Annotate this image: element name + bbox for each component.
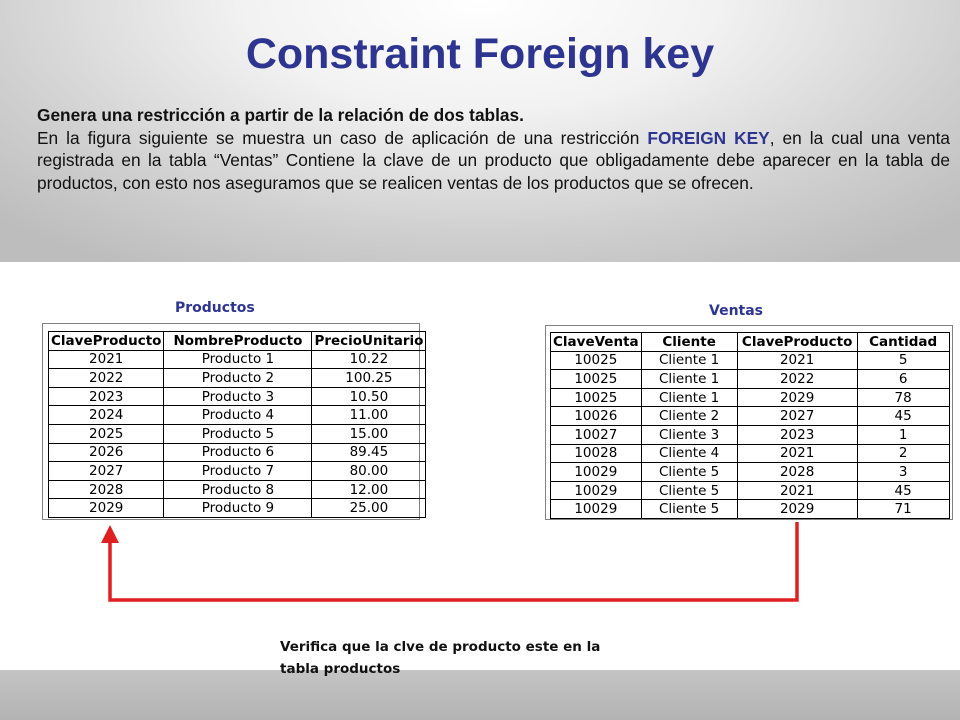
productos-cell: Producto 9 — [164, 499, 312, 518]
ventas-cell: Cliente 2 — [641, 407, 737, 426]
ventas-cell: Cliente 5 — [641, 500, 737, 519]
ventas-cell: 10025 — [551, 370, 642, 389]
ventas-cell: Cliente 1 — [641, 370, 737, 389]
lead-sentence: Genera una restricción a partir de la relación de dos tablas. — [37, 105, 524, 125]
ventas-col-header: ClaveProducto — [737, 333, 857, 352]
ventas-col-header: Cliente — [641, 333, 737, 352]
productos-cell: 15.00 — [312, 424, 426, 443]
productos-cell: 2021 — [49, 350, 164, 369]
productos-cell: Producto 7 — [164, 462, 312, 481]
verification-note — [280, 636, 660, 680]
ventas-cell: 3 — [857, 463, 949, 482]
productos-cell: 100.25 — [312, 369, 426, 388]
productos-cell: 10.50 — [312, 387, 426, 406]
productos-cell: 2026 — [49, 443, 164, 462]
ventas-cell: 6 — [857, 370, 949, 389]
productos-cell: 11.00 — [312, 406, 426, 425]
productos-cell: 12.00 — [312, 480, 426, 499]
foreign-key-keyword: FOREIGN KEY — [647, 127, 770, 148]
productos-cell: 2024 — [49, 406, 164, 425]
ventas-cell: Cliente 5 — [641, 463, 737, 482]
ventas-cell: 2 — [857, 444, 949, 463]
productos-cell: 2022 — [49, 369, 164, 388]
ventas-cell: 2022 — [737, 370, 857, 389]
arrow-line — [110, 522, 797, 600]
paragraph-start: En la figura siguiente se muestra un caso de aplicación de una restricción — [37, 127, 648, 148]
productos-caption: Productos — [175, 300, 255, 316]
ventas-cell: 2027 — [737, 407, 857, 426]
ventas-cell: 10025 — [551, 388, 642, 407]
productos-cell: 2028 — [49, 480, 164, 499]
ventas-cell: 78 — [857, 388, 949, 407]
productos-cell: Producto 3 — [164, 387, 312, 406]
ventas-cell: 2029 — [737, 388, 857, 407]
ventas-cell: 10029 — [551, 463, 642, 482]
ventas-cell: Cliente 1 — [641, 388, 737, 407]
ventas-cell: 2021 — [737, 351, 857, 370]
productos-col-header: PrecioUnitario — [312, 332, 426, 351]
note-line-1: Verifica que la clve de producto este en la — [280, 639, 601, 655]
productos-cell: Producto 8 — [164, 480, 312, 499]
slide-title: Constraint Foreign key — [245, 30, 715, 78]
productos-cell: Producto 2 — [164, 369, 312, 388]
ventas-col-header: Cantidad — [857, 333, 949, 352]
productos-cell: 2025 — [49, 424, 164, 443]
productos-cell: Producto 1 — [164, 350, 312, 369]
ventas-cell: 10029 — [551, 500, 642, 519]
ventas-cell: Cliente 4 — [641, 444, 737, 463]
ventas-cell: 2023 — [737, 425, 857, 444]
ventas-caption: Ventas — [709, 303, 764, 319]
ventas-cell: 71 — [857, 500, 949, 519]
ventas-cell: 10028 — [551, 444, 642, 463]
ventas-cell: 2021 — [737, 444, 857, 463]
productos-cell: 2027 — [49, 462, 164, 481]
productos-cell: 80.00 — [312, 462, 426, 481]
productos-cell: Producto 6 — [164, 443, 312, 462]
productos-cell: Producto 5 — [164, 424, 312, 443]
productos-cell: Producto 4 — [164, 406, 312, 425]
ventas-cell: 10026 — [551, 407, 642, 426]
paragraph-end: , en la cual una venta registrada en la tabla “Ventas” Contiene la clave de un producto que obligadamente debe aparecer en la tabla de productos, con esto nos aseguramos que se realicen ventas de los productos que se ofrecen. — [37, 127, 951, 193]
productos-cell: 2023 — [49, 387, 164, 406]
ventas-cell: 10025 — [551, 351, 642, 370]
productos-col-header: ClaveProducto — [49, 332, 164, 351]
ventas-cell: 45 — [857, 481, 949, 500]
ventas-cell: 45 — [857, 407, 949, 426]
ventas-cell: Cliente 1 — [641, 351, 737, 370]
ventas-cell: 10029 — [551, 481, 642, 500]
productos-cell: 2029 — [49, 499, 164, 518]
productos-col-header: NombreProducto — [164, 332, 312, 351]
ventas-cell: 2029 — [737, 500, 857, 519]
ventas-cell: 1 — [857, 425, 949, 444]
ventas-cell: 2021 — [737, 481, 857, 500]
productos-cell: 25.00 — [312, 499, 426, 518]
ventas-cell: 10027 — [551, 425, 642, 444]
ventas-cell: Cliente 3 — [641, 425, 737, 444]
productos-cell: 10.22 — [312, 350, 426, 369]
arrow-head-icon — [101, 525, 119, 543]
ventas-cell: 5 — [857, 351, 949, 370]
productos-cell: 89.45 — [312, 443, 426, 462]
ventas-col-header: ClaveVenta — [551, 333, 642, 352]
note-line-2: tabla productos — [280, 661, 401, 677]
ventas-cell: 2028 — [737, 463, 857, 482]
ventas-cell: Cliente 5 — [641, 481, 737, 500]
